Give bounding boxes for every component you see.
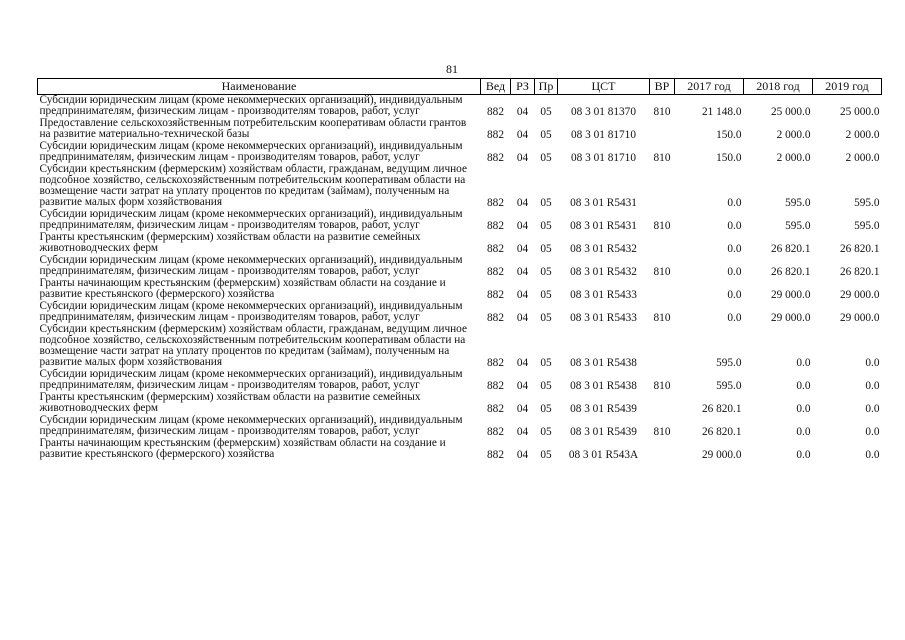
table-row (38, 392, 882, 415)
cell-rz: 04 (516, 106, 529, 118)
cell-pr: 05 (540, 403, 552, 415)
cell-rz: 04 (516, 380, 529, 392)
cell-cst: 08 3 01 R543A (568, 449, 639, 461)
cell-ved: 882 (487, 289, 504, 301)
cell-pr: 05 (540, 152, 552, 164)
cell-name: Субсидии юридическим лицам (кроме некоммерческих организаций), индивидуальным предпринимателям, физическим лицам - производителям товаров, работ, услуг (39, 140, 463, 163)
column-header-name: Наименование (38, 79, 481, 95)
table-row (38, 324, 882, 369)
cell-ved: 882 (487, 426, 504, 438)
cell-name: Субсидии юридическим лицам (кроме некоммерческих организаций), индивидуальным предпринимателям, физическим лицам - производителям товаров, работ, услуг (39, 368, 463, 391)
cell-rz: 04 (516, 449, 529, 461)
cell-pr: 05 (540, 197, 552, 209)
column-header-2019: 2019 год (813, 79, 882, 95)
cell-cst: 08 3 01 R5433 (570, 289, 637, 301)
cell-2019: 0.0 (865, 449, 880, 461)
cell-2019: 29 000.0 (839, 312, 880, 324)
column-header-2017: 2017 год (675, 79, 744, 95)
cell-pr: 05 (540, 106, 552, 118)
cell-2019: 2 000.0 (845, 152, 880, 164)
cell-pr: 05 (540, 266, 552, 278)
table-header (38, 79, 882, 95)
cell-2018: 0.0 (796, 357, 811, 369)
cell-2017: 595.0 (716, 357, 742, 369)
cell-2019: 595.0 (854, 197, 880, 209)
table-row (38, 438, 882, 461)
cell-name: Субсидии юридическим лицам (кроме некоммерческих организаций), индивидуальным предпринимателям, физическим лицам - производителям товаров, работ, услуг (39, 94, 463, 117)
cell-name: Субсидии юридическим лицам (кроме некоммерческих организаций), индивидуальным предпринимателям, физическим лицам - производителям товаров, работ, услуг (39, 254, 463, 277)
cell-ved: 882 (487, 449, 504, 461)
table-body (38, 95, 882, 462)
table-row (38, 95, 882, 119)
cell-2019: 26 820.1 (839, 266, 880, 278)
table-row (38, 118, 882, 141)
cell-rz: 04 (516, 266, 529, 278)
cell-name: Субсидии крестьянским (фермерским) хозяйствам области, гражданам, ведущим личное подсобное хозяйство, сельскохозяйственным потребительским кооперативам области на возмещение части затрат на уплату процентов по кредитам (займам), полученным на развитие малых форм хозяйствования (39, 323, 467, 368)
cell-cst: 08 3 01 R5439 (570, 426, 637, 438)
table-row (38, 141, 882, 164)
cell-vr (650, 118, 675, 141)
cell-ved: 882 (487, 380, 504, 392)
cell-2018: 2 000.0 (776, 129, 811, 141)
cell-name: Субсидии юридическим лицам (кроме некоммерческих организаций), индивидуальным предпринимателям, физическим лицам - производителям товаров, работ, услуг (39, 414, 463, 437)
cell-2019: 0.0 (865, 426, 880, 438)
table-row (38, 209, 882, 232)
cell-rz: 04 (516, 243, 529, 255)
table-row (38, 301, 882, 324)
cell-cst: 08 3 01 81710 (571, 129, 636, 141)
cell-cst: 08 3 01 R5439 (570, 403, 637, 415)
cell-vr: 810 (653, 380, 671, 392)
cell-pr: 05 (540, 380, 552, 392)
cell-pr: 05 (540, 129, 552, 141)
cell-2017: 0.0 (727, 289, 742, 301)
cell-ved: 882 (487, 243, 504, 255)
cell-rz: 04 (516, 403, 529, 415)
cell-rz: 04 (516, 312, 529, 324)
cell-vr (650, 164, 675, 209)
cell-2019: 0.0 (865, 380, 880, 392)
cell-2018: 0.0 (796, 426, 811, 438)
cell-vr (650, 278, 675, 301)
cell-pr: 05 (540, 243, 552, 255)
cell-cst: 08 3 01 R5433 (570, 312, 637, 324)
column-header-pr: Пр (535, 79, 558, 95)
cell-cst: 08 3 01 R5431 (570, 197, 637, 209)
cell-2017: 0.0 (727, 266, 742, 278)
cell-name: Субсидии юридическим лицам (кроме некоммерческих организаций), индивидуальным предпринимателям, физическим лицам - производителям товаров, работ, услуг (39, 208, 463, 231)
cell-2018: 26 820.1 (770, 243, 811, 255)
cell-vr (650, 232, 675, 255)
cell-vr: 810 (653, 106, 671, 118)
cell-pr: 05 (540, 426, 552, 438)
cell-rz: 04 (516, 197, 529, 209)
column-header-rz: РЗ (511, 79, 535, 95)
cell-vr (650, 392, 675, 415)
cell-2018: 0.0 (796, 403, 811, 415)
cell-2017: 26 820.1 (701, 426, 742, 438)
cell-pr: 05 (540, 449, 552, 461)
cell-name: Гранты начинающим крестьянским (фермерским) хозяйствам области на создание и развитие крестьянского (фермерского) хозяйства (39, 437, 446, 460)
cell-pr: 05 (540, 220, 552, 232)
table-row (38, 278, 882, 301)
cell-vr: 810 (653, 152, 671, 164)
cell-name: Гранты начинающим крестьянским (фермерским) хозяйствам области на создание и развитие крестьянского (фермерского) хозяйства (39, 277, 446, 300)
cell-rz: 04 (516, 426, 529, 438)
cell-vr (650, 438, 675, 461)
cell-2017: 21 148.0 (701, 106, 742, 118)
cell-rz: 04 (516, 357, 529, 369)
cell-2018: 0.0 (796, 380, 811, 392)
cell-2018: 0.0 (796, 449, 811, 461)
cell-rz: 04 (516, 289, 529, 301)
page-number: 81 (446, 62, 458, 76)
cell-2017: 0.0 (727, 312, 742, 324)
cell-ved: 882 (487, 357, 504, 369)
cell-cst: 08 3 01 R5431 (570, 220, 637, 232)
cell-2018: 29 000.0 (770, 312, 811, 324)
cell-2017: 29 000.0 (701, 449, 742, 461)
column-header-2018: 2018 год (744, 79, 813, 95)
table-row (38, 232, 882, 255)
cell-vr: 810 (653, 312, 671, 324)
column-header-ved: Вед (481, 79, 511, 95)
cell-2018: 595.0 (785, 197, 811, 209)
cell-ved: 882 (487, 220, 504, 232)
cell-rz: 04 (516, 129, 529, 141)
column-header-vr: ВР (650, 79, 675, 95)
cell-ved: 882 (487, 152, 504, 164)
cell-2017: 595.0 (716, 380, 742, 392)
cell-2017: 150.0 (716, 129, 742, 141)
cell-2017: 150.0 (716, 152, 742, 164)
cell-cst: 08 3 01 81710 (571, 152, 636, 164)
cell-cst: 08 3 01 R5438 (570, 357, 637, 369)
cell-name: Предоставление сельскохозяйственным потребительским кооперативам области грантов на развитие материально-технической базы (39, 117, 467, 140)
cell-ved: 882 (487, 403, 504, 415)
cell-name: Субсидии юридическим лицам (кроме некоммерческих организаций), индивидуальным предпринимателям, физическим лицам - производителям товаров, работ, услуг (39, 300, 463, 323)
cell-2019: 26 820.1 (839, 243, 880, 255)
cell-2018: 29 000.0 (770, 289, 811, 301)
cell-rz: 04 (516, 220, 529, 232)
cell-2017: 26 820.1 (701, 403, 742, 415)
cell-2019: 595.0 (854, 220, 880, 232)
cell-2017: 0.0 (727, 243, 742, 255)
column-header-cst: ЦСТ (558, 79, 650, 95)
cell-ved: 882 (487, 312, 504, 324)
table-row (38, 164, 882, 209)
cell-vr: 810 (653, 266, 671, 278)
cell-name: Гранты крестьянским (фермерским) хозяйствам области на развитие семейных животноводческих ферм (39, 231, 421, 254)
cell-cst: 08 3 01 R5432 (570, 266, 637, 278)
cell-2017: 0.0 (727, 197, 742, 209)
cell-2019: 0.0 (865, 357, 880, 369)
cell-vr (650, 324, 675, 369)
cell-vr: 810 (653, 426, 671, 438)
cell-ved: 882 (487, 266, 504, 278)
cell-ved: 882 (487, 197, 504, 209)
cell-ved: 882 (487, 129, 504, 141)
cell-name: Гранты крестьянским (фермерским) хозяйствам области на развитие семейных животноводческих ферм (39, 391, 421, 414)
cell-vr: 810 (653, 220, 671, 232)
cell-2018: 26 820.1 (770, 266, 811, 278)
cell-pr: 05 (540, 289, 552, 301)
cell-cst: 08 3 01 R5438 (570, 380, 637, 392)
cell-pr: 05 (540, 357, 552, 369)
cell-2019: 2 000.0 (845, 129, 880, 141)
budget-table (37, 78, 882, 461)
cell-2017: 0.0 (727, 220, 742, 232)
cell-2018: 2 000.0 (776, 152, 811, 164)
cell-2019: 0.0 (865, 403, 880, 415)
table-row (38, 255, 882, 278)
cell-2019: 29 000.0 (839, 289, 880, 301)
cell-ved: 882 (487, 106, 504, 118)
cell-cst: 08 3 01 R5432 (570, 243, 637, 255)
cell-2018: 25 000.0 (770, 106, 811, 118)
cell-cst: 08 3 01 81370 (571, 106, 636, 118)
table-row (38, 369, 882, 392)
cell-pr: 05 (540, 312, 552, 324)
cell-2019: 25 000.0 (839, 106, 880, 118)
cell-rz: 04 (516, 152, 529, 164)
table-row (38, 415, 882, 438)
cell-2018: 595.0 (785, 220, 811, 232)
cell-name: Субсидии крестьянским (фермерским) хозяйствам области, гражданам, ведущим личное подсобное хозяйство, сельскохозяйственным потребительским кооперативам области на возмещение части затрат на уплату процентов по кредитам (займам), полученным на развитие малых форм хозяйствования (39, 163, 467, 208)
